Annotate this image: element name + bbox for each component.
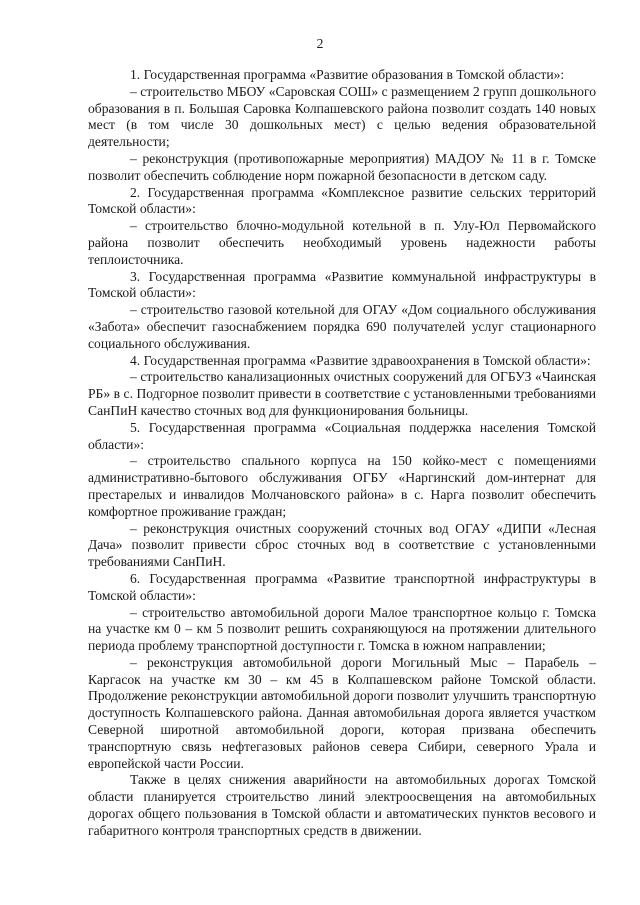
program-5-item-2: – реконструкция очистных сооружений сточных вод ОГАУ «ДИПИ «Лесная Дача» позволит привести сброс сточных вод в соответствие с установленными требованиями СанПиН. bbox=[88, 520, 596, 570]
program-1-item-1: – строительство МБОУ «Саровская СОШ» с размещением 2 групп дошкольного образования в п. Большая Саровка Колпашевского района позволит создать 140 новых мест (в том числе 30 дошкольных мест) с целью ведения образовательной деятельности; bbox=[88, 83, 596, 150]
page-number: 2 bbox=[316, 36, 324, 51]
program-6-heading: 6. Государственная программа «Развитие транспортной инфраструктуры в Томской области»: bbox=[88, 570, 596, 603]
program-4-heading: 4. Государственная программа «Развитие здравоохранения в Томской области»: bbox=[130, 352, 591, 368]
program-6-item-1: – строительство автомобильной дороги Малое транспортное кольцо г. Томска на участке км 0 – км 5 позволит решить сохраняющуюся на протяжении длительного периода проблему транспортной доступности г. Томска в южном направлении; bbox=[88, 604, 596, 654]
program-5-item-1: – строительство спального корпуса на 150 койко-мест с помещениями административно-бытового обслуживания ОГБУ «Наргинский дом-интернат для престарелых и инвалидов Молчановского района» в с. Нарга позволит обеспечить комфортное проживание граждан; bbox=[88, 453, 596, 519]
program-3-heading: 3. Государственная программа «Развитие коммунальной инфраструктуры в Томской области»: bbox=[88, 268, 596, 301]
document-body bbox=[88, 67, 596, 840]
program-1-heading: 1. Государственная программа «Развитие образования в Томской области»: bbox=[130, 67, 565, 82]
program-6-item-2: – реконструкция автомобильной дороги Могильный Мыс – Парабель – Каргасок на участке км 30 – км 45 в Колпашевском районе Томской области. Продолжение реконструкции автомобильной дороги позволит улучшить транспортную доступность Колпашевского района. Данная автомобильная дорога является участком Северной широтной автомобильной дороги, которая призвана обеспечить транспортную связь нефтегазовых районов севера Сибири, северного Урала и европейской части России. bbox=[88, 654, 596, 771]
program-4-item-1: – строительство канализационных очистных сооружений для ОГБУЗ «Чаинская РБ» в с. Подгорное позволит привести в соответствие с установленными требованиями СанПиН качество сточных вод для функционирования больницы. bbox=[88, 369, 596, 418]
program-1-item-2: – реконструкция (противопожарные мероприятия) МАДОУ № 11 в г. Томске позволит обеспечить соблюдение норм пожарной безопасности в детском саду. bbox=[88, 150, 596, 183]
program-5-heading: 5. Государственная программа «Социальная поддержка населения Томской области»: bbox=[88, 419, 596, 452]
program-2-item-1: – строительство блочно-модульной котельной в п. Улу-Юл Первомайского района позволит обеспечить необходимый уровень надежности работы теплоисточника. bbox=[88, 218, 596, 267]
program-2-heading: 2. Государственная программа «Комплексное развитие сельских территорий Томской области»: bbox=[88, 184, 596, 217]
program-3-item-1: – строительство газовой котельной для ОГАУ «Дом социального обслуживания «Забота» обеспечит газоснабжением порядка 690 получателей услуг стационарного социального обслуживания. bbox=[88, 302, 596, 351]
closing-paragraph: Также в целях снижения аварийности на автомобильных дорогах Томской области планируется строительство линий электроосвещения на автомобильных дорогах общего пользования в Томской области и автоматических пунктов весового и габаритного контроля транспортных средств в движении. bbox=[88, 772, 596, 838]
